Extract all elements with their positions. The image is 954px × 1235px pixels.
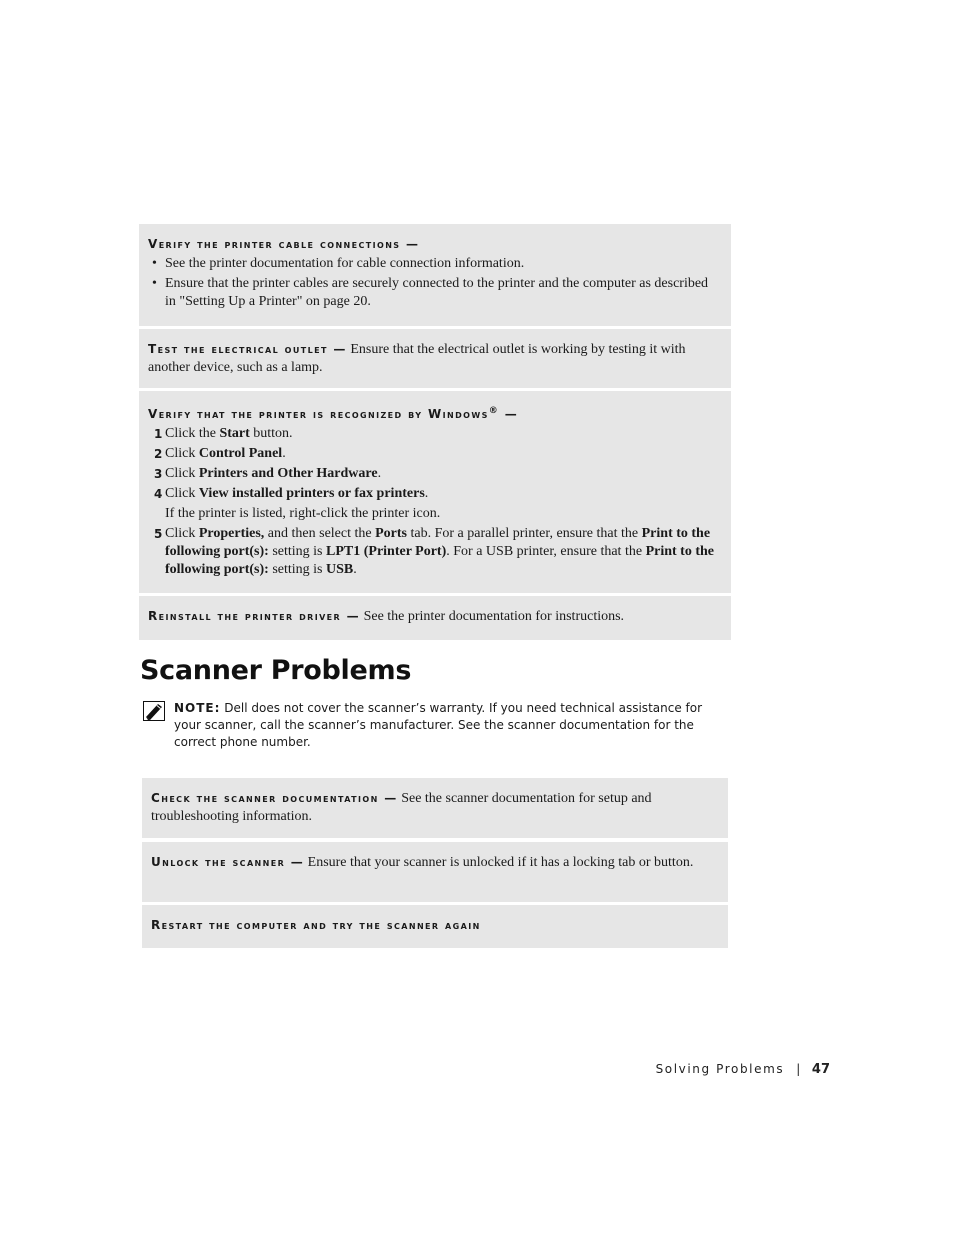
bullet-item: • See the printer documentation for cable connection information. [148,255,721,273]
restart-heading: Restart the computer and try the scanner again [151,918,481,932]
unlock-heading: Unlock the scanner — [151,855,305,869]
footer-separator: | [796,1062,802,1076]
test-outlet-section [139,329,731,388]
verify-windows-section [139,391,731,593]
test-outlet-heading: Test the electrical outlet — [148,342,347,356]
footer-section: Solving Problems [655,1062,785,1076]
verify-cable-heading: Verify the printer cable connections — [148,237,420,251]
check-doc-heading: Check the scanner documentation — [151,791,398,805]
step-item: 2 Click Control Panel. [154,446,286,461]
step-item: 5 Click Properties, and then select the Ports tab. For a parallel printer, ensure that the Print to the following port(s): setting is LPT1 (Printer Port). For a USB printer, ensure that the Print to the following port(s): setting is USB. [154,526,714,577]
note-text: Dell does not cover the scanner’s warranty. If you need technical assistance for your scanner, call the scanner’s manufacturer. See the scanner documentation for the correct phone number. [174,701,703,749]
verify-windows-heading: Verify that the printer is recognized by Windows® — [148,406,519,421]
reinstall-text: See the printer documentation for instructions. [363,609,625,624]
note-pencil-icon [143,701,165,721]
bullet-item: • Ensure that the printer cables are securely connected to the printer and the computer as described in "Setting Up a Printer" on page 20. [148,275,721,311]
reinstall-heading: Reinstall the printer driver — [148,609,361,623]
step-note: If the printer is listed, right-click the printer icon. [165,506,441,521]
check-doc-text: See the scanner documentation for setup and troubleshooting information. [151,791,652,824]
unlock-text: Ensure that your scanner is unlocked if it has a locking tab or button. [307,855,694,870]
unlock-section [142,842,728,902]
step-item: 3 Click Printers and Other Hardware. [154,466,382,481]
step-item: 4 Click View installed printers or fax printers. [154,486,429,501]
page-footer [656,1062,830,1077]
verify-cable-section [139,224,731,326]
reinstall-section [139,596,731,640]
note-block [143,700,728,751]
check-doc-section [142,778,728,838]
step-item: 1 Click the Start button. [154,426,293,441]
note-label: NOTE: [174,701,221,715]
section-title: Scanner Problems [140,655,412,686]
page-number: 47 [811,1062,830,1077]
test-outlet-text: Ensure that the electrical outlet is working by testing it with another device, such as a lamp. [148,342,686,375]
restart-section [142,905,728,948]
